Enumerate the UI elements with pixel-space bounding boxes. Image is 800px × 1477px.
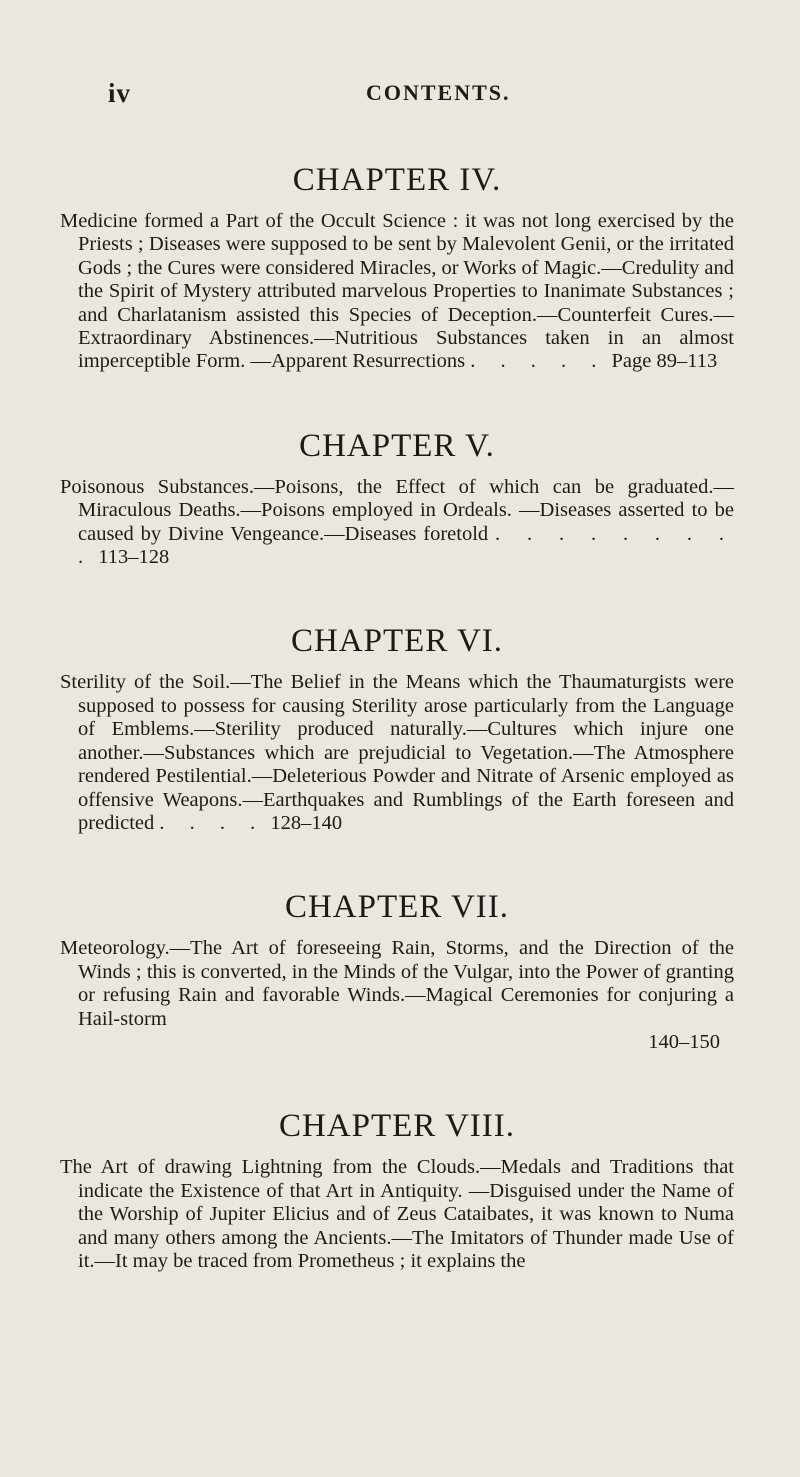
- chapter-summary: [60, 1156, 734, 1273]
- chapter-viii: [60, 1106, 734, 1273]
- dot-leaders: . . . . .: [470, 350, 607, 373]
- chapter-heading: CHAPTER IV.: [292, 162, 502, 198]
- chapter-heading: CHAPTER V.: [299, 427, 495, 464]
- chapter-heading: CHAPTER VIII.: [278, 1108, 516, 1145]
- chapter-summary-text: Poisonous Substances.—Poisons, the Effect of which can be graduated.—Miraculous Deaths.—Poisons employed in Ordeals. —Diseases asserted to be caused by Divine Vengeance.—Diseases foretold: [60, 475, 734, 545]
- dot-leaders: . . . . . . . . .: [78, 522, 735, 569]
- chapter-summary: [60, 671, 734, 835]
- page-range: Page 89–113: [611, 350, 718, 373]
- chapter-summary-text: Medicine formed a Part of the Occult Science : it was not long exercised by the Priests ; Diseases were supposed to be sent by Malevolent Genii, or the irritated Gods ; the Cures were considered Miracles, or Works of Magic.—Credulity and the Spirit of Mystery attributed marvelous Properties to Inanimate Substances ; and Charlatanism assisted this Species of Deception.—Counterfeit Cures.—Extraordinary Abstinences.—Nutritious Substances taken in an almost imperceptible Form. —Apparent Resurrections: [60, 210, 734, 373]
- chapter-iv: [60, 160, 734, 374]
- running-head: [60, 0, 734, 108]
- chapter-heading: CHAPTER VI.: [290, 623, 504, 660]
- chapter-heading: CHAPTER VII.: [284, 889, 510, 926]
- chapter-vii: [60, 887, 734, 1054]
- chapter-summary-text: Meteorology.—The Art of foreseeing Rain, Storms, and the Direction of the Winds ; this is converted, in the Minds of the Vulgar, into the Power of granting or refusing Rain and favorable Winds.—Magical Ceremonies for conjuring a Hail-storm: [60, 937, 734, 1030]
- page-range: 113–128: [98, 546, 170, 569]
- chapter-summary-text: The Art of drawing Lightning from the Clouds.—Medals and Traditions that indicate the Existence of that Art in Antiquity. —Disguised under the Name of the Worship of Jupiter Elicius and of Zeus Cataibates, it was known to Numa and many others among the Ancients.—The Imitators of Thunder made Use of it.—It may be traced from Prometheus ; it explains the: [60, 1156, 734, 1272]
- chapter-summary-text: Sterility of the Soil.—The Belief in the Means which the Thaumaturgists were supposed to possess for causing Sterility arose particularly from the Language of Emblems.—Sterility produced naturally.—Cultures which injure one another.—Substances which are prejudicial to Vegetation.—The Atmosphere rendered Pestilential.—Deleterious Powder and Nitrate of Arsenic employed as offensive Weapons.—Earthquakes and Rumblings of the Earth foreseen and predicted: [60, 671, 734, 834]
- chapter-v: [60, 426, 734, 570]
- dot-leaders: . . . .: [159, 811, 266, 834]
- running-title: CONTENTS.: [366, 80, 511, 105]
- chapter-summary: [60, 210, 734, 374]
- page-range: 128–140: [270, 811, 343, 834]
- chapter-summary: [60, 476, 734, 570]
- page-range: 140–150: [648, 1030, 720, 1053]
- chapter-summary: [60, 937, 734, 1054]
- chapter-vi: [60, 621, 734, 835]
- page-number: iv: [108, 78, 132, 108]
